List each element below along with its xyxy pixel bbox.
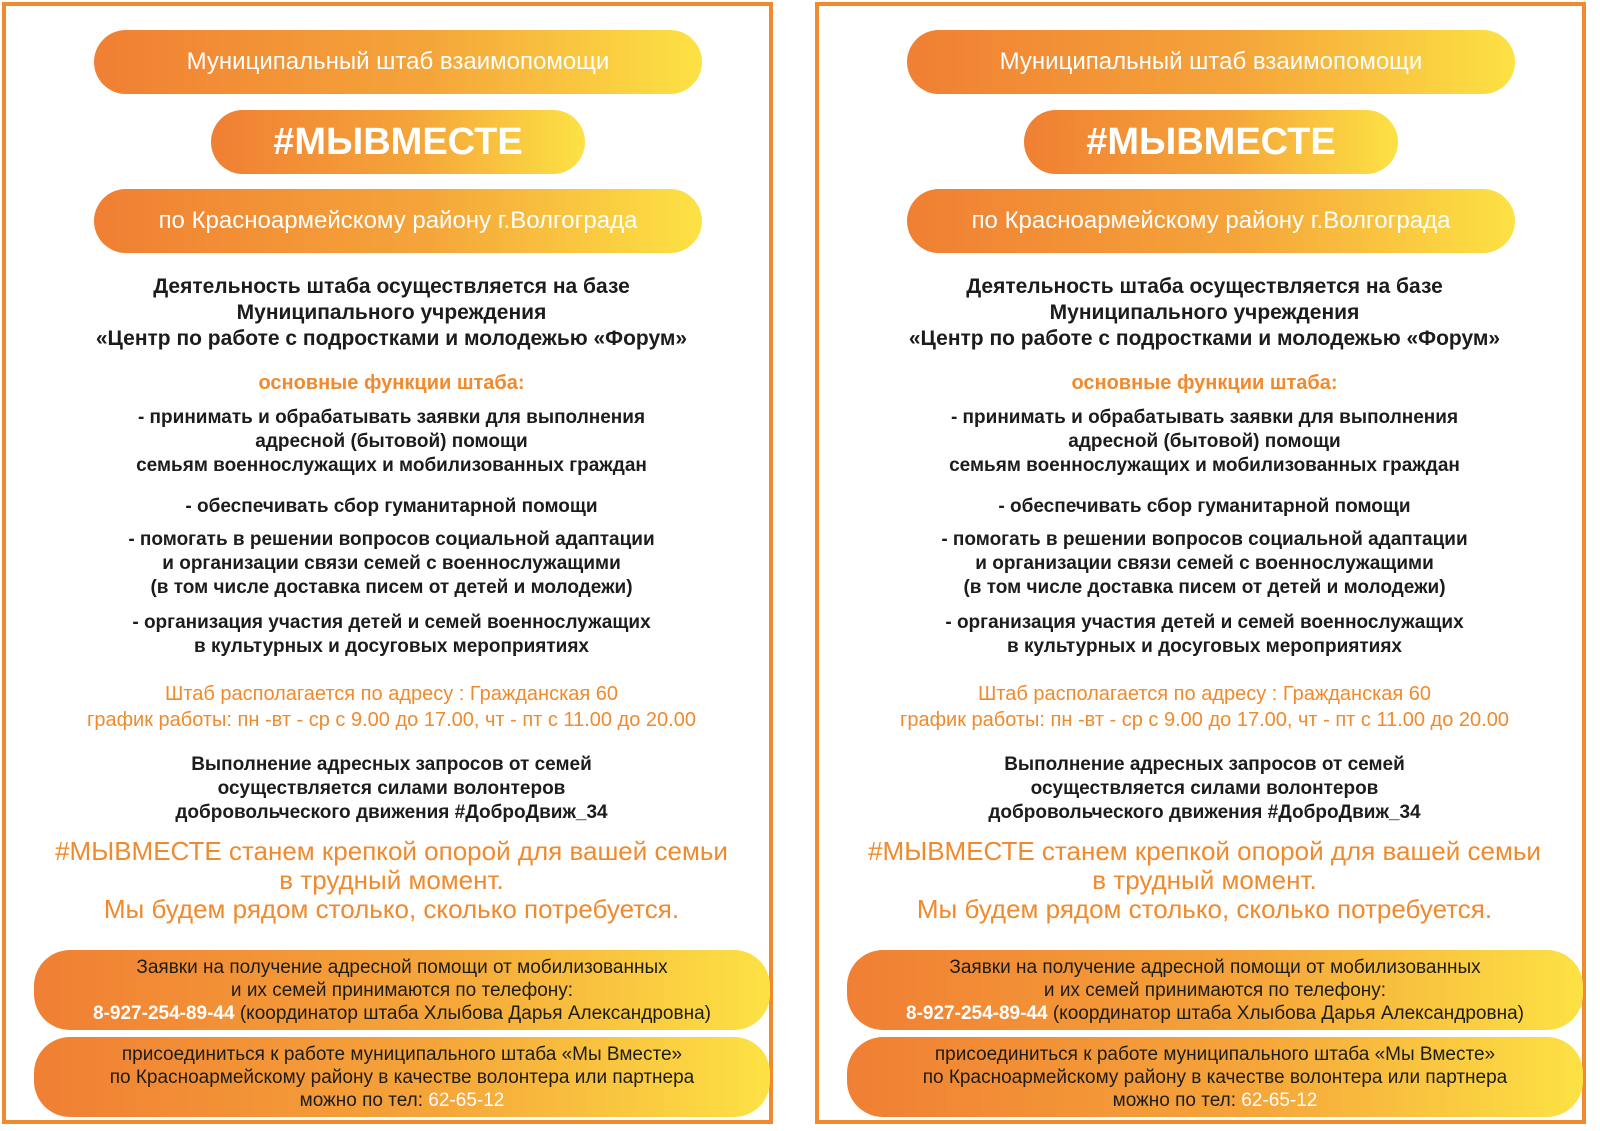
poster-left: [2, 2, 773, 1124]
address-line: Штаб располагается по адресу : Гражданская 60: [164, 683, 619, 705]
base-line: «Центр по работе с подростками и молодежью «Форум»: [908, 327, 1501, 350]
slogan-line: в трудный момент.: [279, 865, 504, 895]
coordinator-name: (координатор штаба Хлыбова Дарья Александровна): [234, 1002, 711, 1024]
function-line: - принимать и обрабатывать заявки для выполнения: [950, 407, 1459, 428]
join-line: по Красноармейскому району в качестве волонтера или партнера: [109, 1066, 695, 1088]
volunteer-line: осуществляется силами волонтеров: [1030, 778, 1379, 799]
function-line: - обеспечивать сбор гуманитарной помощи: [998, 496, 1411, 517]
base-line: «Центр по работе с подростками и молодежью «Форум»: [95, 327, 688, 350]
function-item-3: [26, 528, 757, 600]
function-line: - помогать в решении вопросов социальной адаптации: [941, 529, 1468, 550]
join-line: присоединиться к работе муниципального штаба «Мы Вместе»: [121, 1043, 683, 1065]
volunteer-line: добровольческого движения #ДоброДвиж_34: [988, 802, 1421, 823]
function-line: (в том числе доставка писем от детей и молодежи): [150, 577, 633, 598]
coordinator-name: (координатор штаба Хлыбова Дарья Александровна): [1047, 1002, 1524, 1024]
functions-heading: основные функции штаба:: [1071, 372, 1338, 394]
requests-line: Заявки на получение адресной помощи от мобилизованных: [136, 956, 668, 978]
poster-right: [815, 2, 1586, 1124]
coordinator-phone[interactable]: 8-927-254-89-44: [906, 1002, 1048, 1024]
requests-pill: [34, 950, 770, 1030]
slogan-block: [26, 837, 757, 924]
base-paragraph: [839, 274, 1570, 352]
function-item-3: [839, 528, 1570, 600]
function-line: - помогать в решении вопросов социальной адаптации: [128, 529, 655, 550]
header-pill: Муниципальный штаб взаимопомощи: [94, 30, 702, 94]
slogan-line: #МЫВМЕСТЕ станем крепкой опорой для вашей семьи: [868, 836, 1541, 866]
volunteer-line: добровольческого движения #ДоброДвиж_34: [175, 802, 608, 823]
function-line: - принимать и обрабатывать заявки для выполнения: [137, 407, 646, 428]
join-prefix: можно по тел:: [1112, 1089, 1242, 1111]
volunteer-line: Выполнение адресных запросов от семей: [191, 754, 592, 775]
schedule-line: график работы: пн -вт - ср с 9.00 до 17.00, чт - пт с 11.00 до 20.00: [900, 709, 1509, 731]
schedule-line: график работы: пн -вт - ср с 9.00 до 17.00, чт - пт с 11.00 до 20.00: [87, 709, 696, 731]
function-line: и организации связи семей с военнослужащими: [975, 553, 1434, 574]
requests-line: и их семей принимаются по телефону:: [1043, 979, 1387, 1001]
function-line: семьям военнослужащих и мобилизованных граждан: [136, 455, 647, 476]
base-line: Деятельность штаба осуществляется на базе: [153, 275, 630, 298]
requests-contact-line: [906, 1002, 1524, 1025]
function-line: и организации связи семей с военнослужащими: [162, 553, 621, 574]
header-pill: Муниципальный штаб взаимопомощи: [907, 30, 1515, 94]
hashtag-pill: #МЫВМЕСТЕ: [1024, 110, 1398, 174]
function-line: (в том числе доставка писем от детей и молодежи): [963, 577, 1446, 598]
function-line: в культурных и досуговых мероприятиях: [1007, 636, 1402, 657]
base-line: Деятельность штаба осуществляется на базе: [966, 275, 1443, 298]
function-line: в культурных и досуговых мероприятиях: [194, 636, 589, 657]
function-line: семьям военнослужащих и мобилизованных граждан: [949, 455, 1460, 476]
slogan-line: #МЫВМЕСТЕ станем крепкой опорой для вашей семьи: [55, 836, 728, 866]
coordinator-phone[interactable]: 8-927-254-89-44: [93, 1002, 235, 1024]
functions-heading: основные функции штаба:: [258, 372, 525, 394]
join-line: присоединиться к работе муниципального штаба «Мы Вместе»: [934, 1043, 1496, 1065]
requests-line: Заявки на получение адресной помощи от мобилизованных: [949, 956, 1481, 978]
function-line: - организация участия детей и семей военнослужащих: [945, 612, 1464, 633]
base-line: Муниципального учреждения: [236, 301, 547, 324]
requests-pill: [847, 950, 1583, 1030]
slogan-line: Мы будем рядом столько, сколько потребуется.: [103, 894, 680, 924]
join-prefix: можно по тел:: [299, 1089, 429, 1111]
join-contact-line: [300, 1089, 505, 1112]
slogan-line: Мы будем рядом столько, сколько потребуется.: [916, 894, 1493, 924]
join-pill: [847, 1037, 1583, 1117]
function-item-4: [26, 611, 757, 659]
join-line: по Красноармейскому району в качестве волонтера или партнера: [922, 1066, 1508, 1088]
volunteer-block: [26, 753, 757, 825]
hashtag-pill: #МЫВМЕСТЕ: [211, 110, 585, 174]
address-block: [839, 681, 1570, 733]
slogan-block: [839, 837, 1570, 924]
function-item-1: [26, 406, 757, 478]
function-line: адресной (бытовой) помощи: [1068, 431, 1341, 452]
district-pill: по Красноармейскому району г.Волгограда: [907, 189, 1515, 253]
requests-line: и их семей принимаются по телефону:: [230, 979, 574, 1001]
function-item-1: [839, 406, 1570, 478]
district-pill: по Красноармейскому району г.Волгограда: [94, 189, 702, 253]
join-pill: [34, 1037, 770, 1117]
join-phone[interactable]: 62-65-12: [428, 1089, 505, 1111]
requests-contact-line: [93, 1002, 711, 1025]
join-phone[interactable]: 62-65-12: [1241, 1089, 1318, 1111]
volunteer-block: [839, 753, 1570, 825]
base-line: Муниципального учреждения: [1049, 301, 1360, 324]
function-line: адресной (бытовой) помощи: [255, 431, 528, 452]
slogan-line: в трудный момент.: [1092, 865, 1317, 895]
function-line: - организация участия детей и семей военнослужащих: [132, 612, 651, 633]
function-item-2: [26, 495, 757, 519]
address-block: [26, 681, 757, 733]
address-line: Штаб располагается по адресу : Гражданская 60: [977, 683, 1432, 705]
join-contact-line: [1113, 1089, 1318, 1112]
base-paragraph: [26, 274, 757, 352]
volunteer-line: осуществляется силами волонтеров: [217, 778, 566, 799]
function-item-2: [839, 495, 1570, 519]
function-item-4: [839, 611, 1570, 659]
function-line: - обеспечивать сбор гуманитарной помощи: [185, 496, 598, 517]
volunteer-line: Выполнение адресных запросов от семей: [1004, 754, 1405, 775]
